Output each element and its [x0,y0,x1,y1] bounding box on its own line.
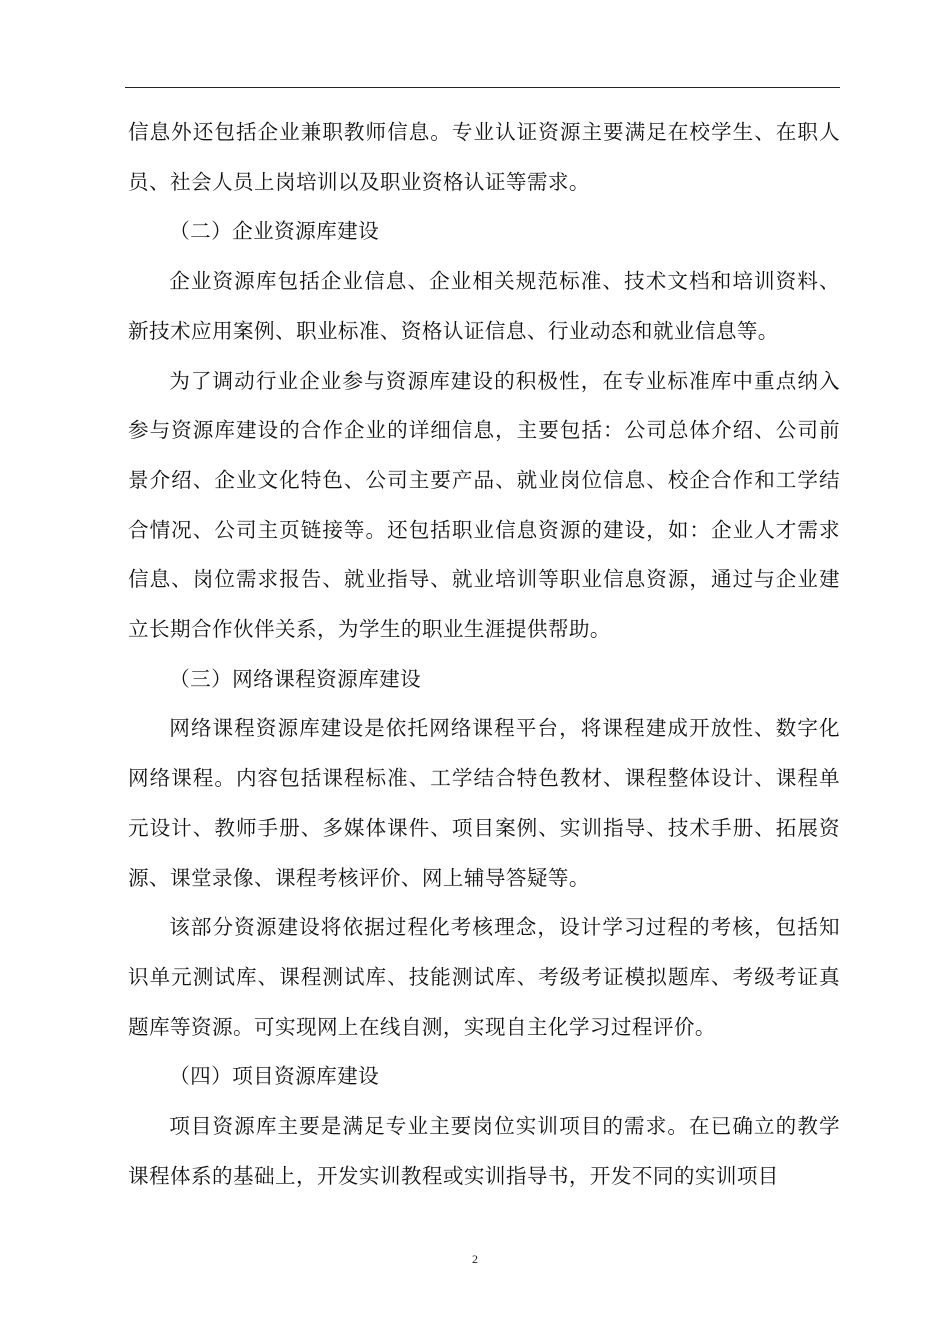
paragraph: 为了调动行业企业参与资源库建设的积极性，在专业标准库中重点纳入参与资源库建设的合作企业的详细信息，主要包括：公司总体介绍、公司前景介绍、企业文化特色、公司主要产品、就业岗位信息、校企合作和工学结合情况、公司主页链接等。还包括职业信息资源的建设，如：企业人才需求信息、岗位需求报告、就业指导、就业培训等职业信息资源，通过与企业建立长期合作伙伴关系，为学生的职业生涯提供帮助。 [128,368,840,642]
paragraph-continuation: 信息外还包括企业兼职教师信息。专业认证资源主要满足在校学生、在职人员、社会人员上岗培训以及职业资格认证等需求。 [128,120,840,194]
section-heading-project: （四）项目资源库建设 [169,1064,380,1089]
paragraph: 企业资源库包括企业信息、企业相关规范标准、技术文档和培训资料、新技术应用案例、职业标准、资格认证信息、行业动态和就业信息等。 [128,269,840,343]
section-heading-enterprise: （二）企业资源库建设 [169,219,380,244]
document-body [128,108,840,1201]
section-heading-online-course: （三）网络课程资源库建设 [169,666,422,691]
page-number: 2 [472,1252,478,1266]
paragraph: 项目资源库主要是满足专业主要岗位实训项目的需求。在已确立的教学课程体系的基础上，开发实训教程或实训指导书，开发不同的实训项目 [128,1114,840,1188]
paragraph: 网络课程资源库建设是依托网络课程平台，将课程建成开放性、数字化网络课程。内容包括课程标准、工学结合特色教材、课程整体设计、课程单元设计、教师手册、多媒体课件、项目案例、实训指导、技术手册、拓展资源、课堂录像、课程考核评价、网上辅导答疑等。 [128,716,840,890]
paragraph: 该部分资源建设将依据过程化考核理念，设计学习过程的考核，包括知识单元测试库、课程测试库、技能测试库、考级考证模拟题库、考级考证真题库等资源。可实现网上在线自测，实现自主化学习过程评价。 [128,915,840,1039]
header-rule [125,87,840,88]
